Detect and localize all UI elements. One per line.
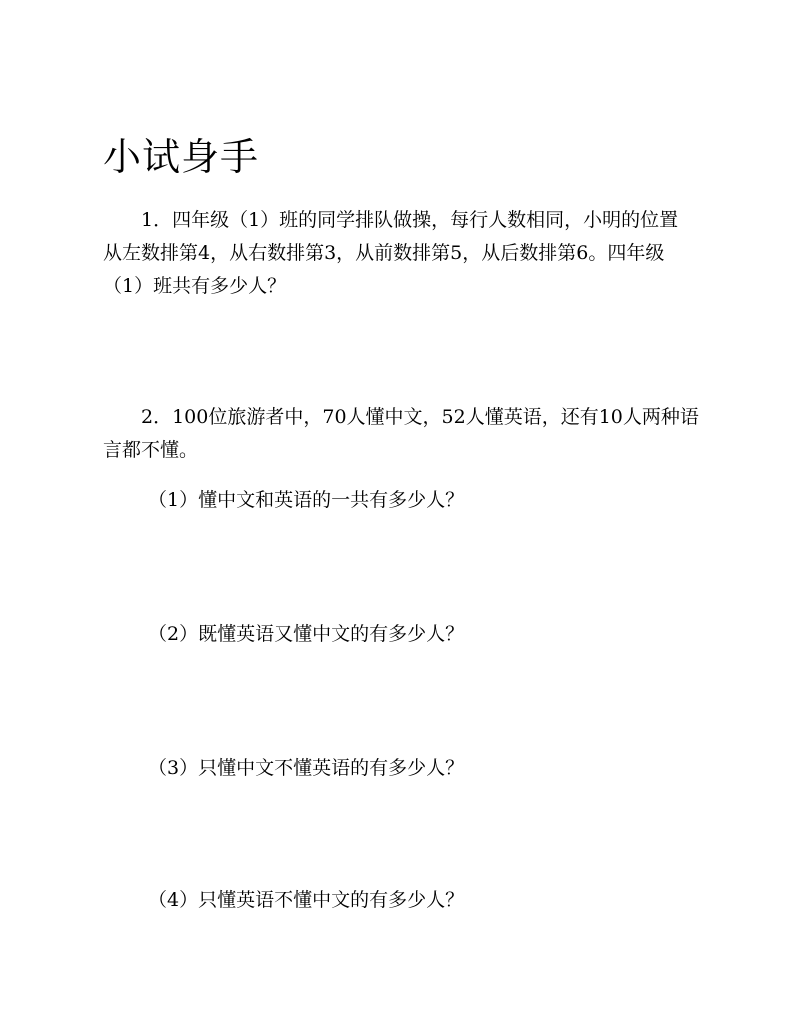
question-2 — [103, 401, 703, 467]
sub-question-4: （4）只懂英语不懂中文的有多少人？ — [148, 889, 465, 911]
question-2-line-2: 言都不懂。 — [103, 439, 199, 461]
question-1-line-2: 从左数排第4，从右数排第3，从前数排第5，从后数排第6。四年级 — [103, 242, 665, 264]
question-1 — [103, 204, 703, 303]
question-1-line-3: （1）班共有多少人？ — [103, 275, 287, 297]
sub-question-1: （1）懂中文和英语的一共有多少人？ — [148, 489, 465, 511]
sub-question-2: （2）既懂英语又懂中文的有多少人？ — [148, 623, 465, 645]
sub-question-3: （3）只懂中文不懂英语的有多少人？ — [148, 757, 465, 779]
page-title: 小试身手 — [103, 135, 260, 179]
question-1-line-1: 1．四年级（1）班的同学排队做操，每行人数相同，小明的位置 — [141, 209, 679, 231]
question-2-line-1: 2．100位旅游者中，70人懂中文，52人懂英语，还有10人两种语 — [141, 406, 699, 428]
